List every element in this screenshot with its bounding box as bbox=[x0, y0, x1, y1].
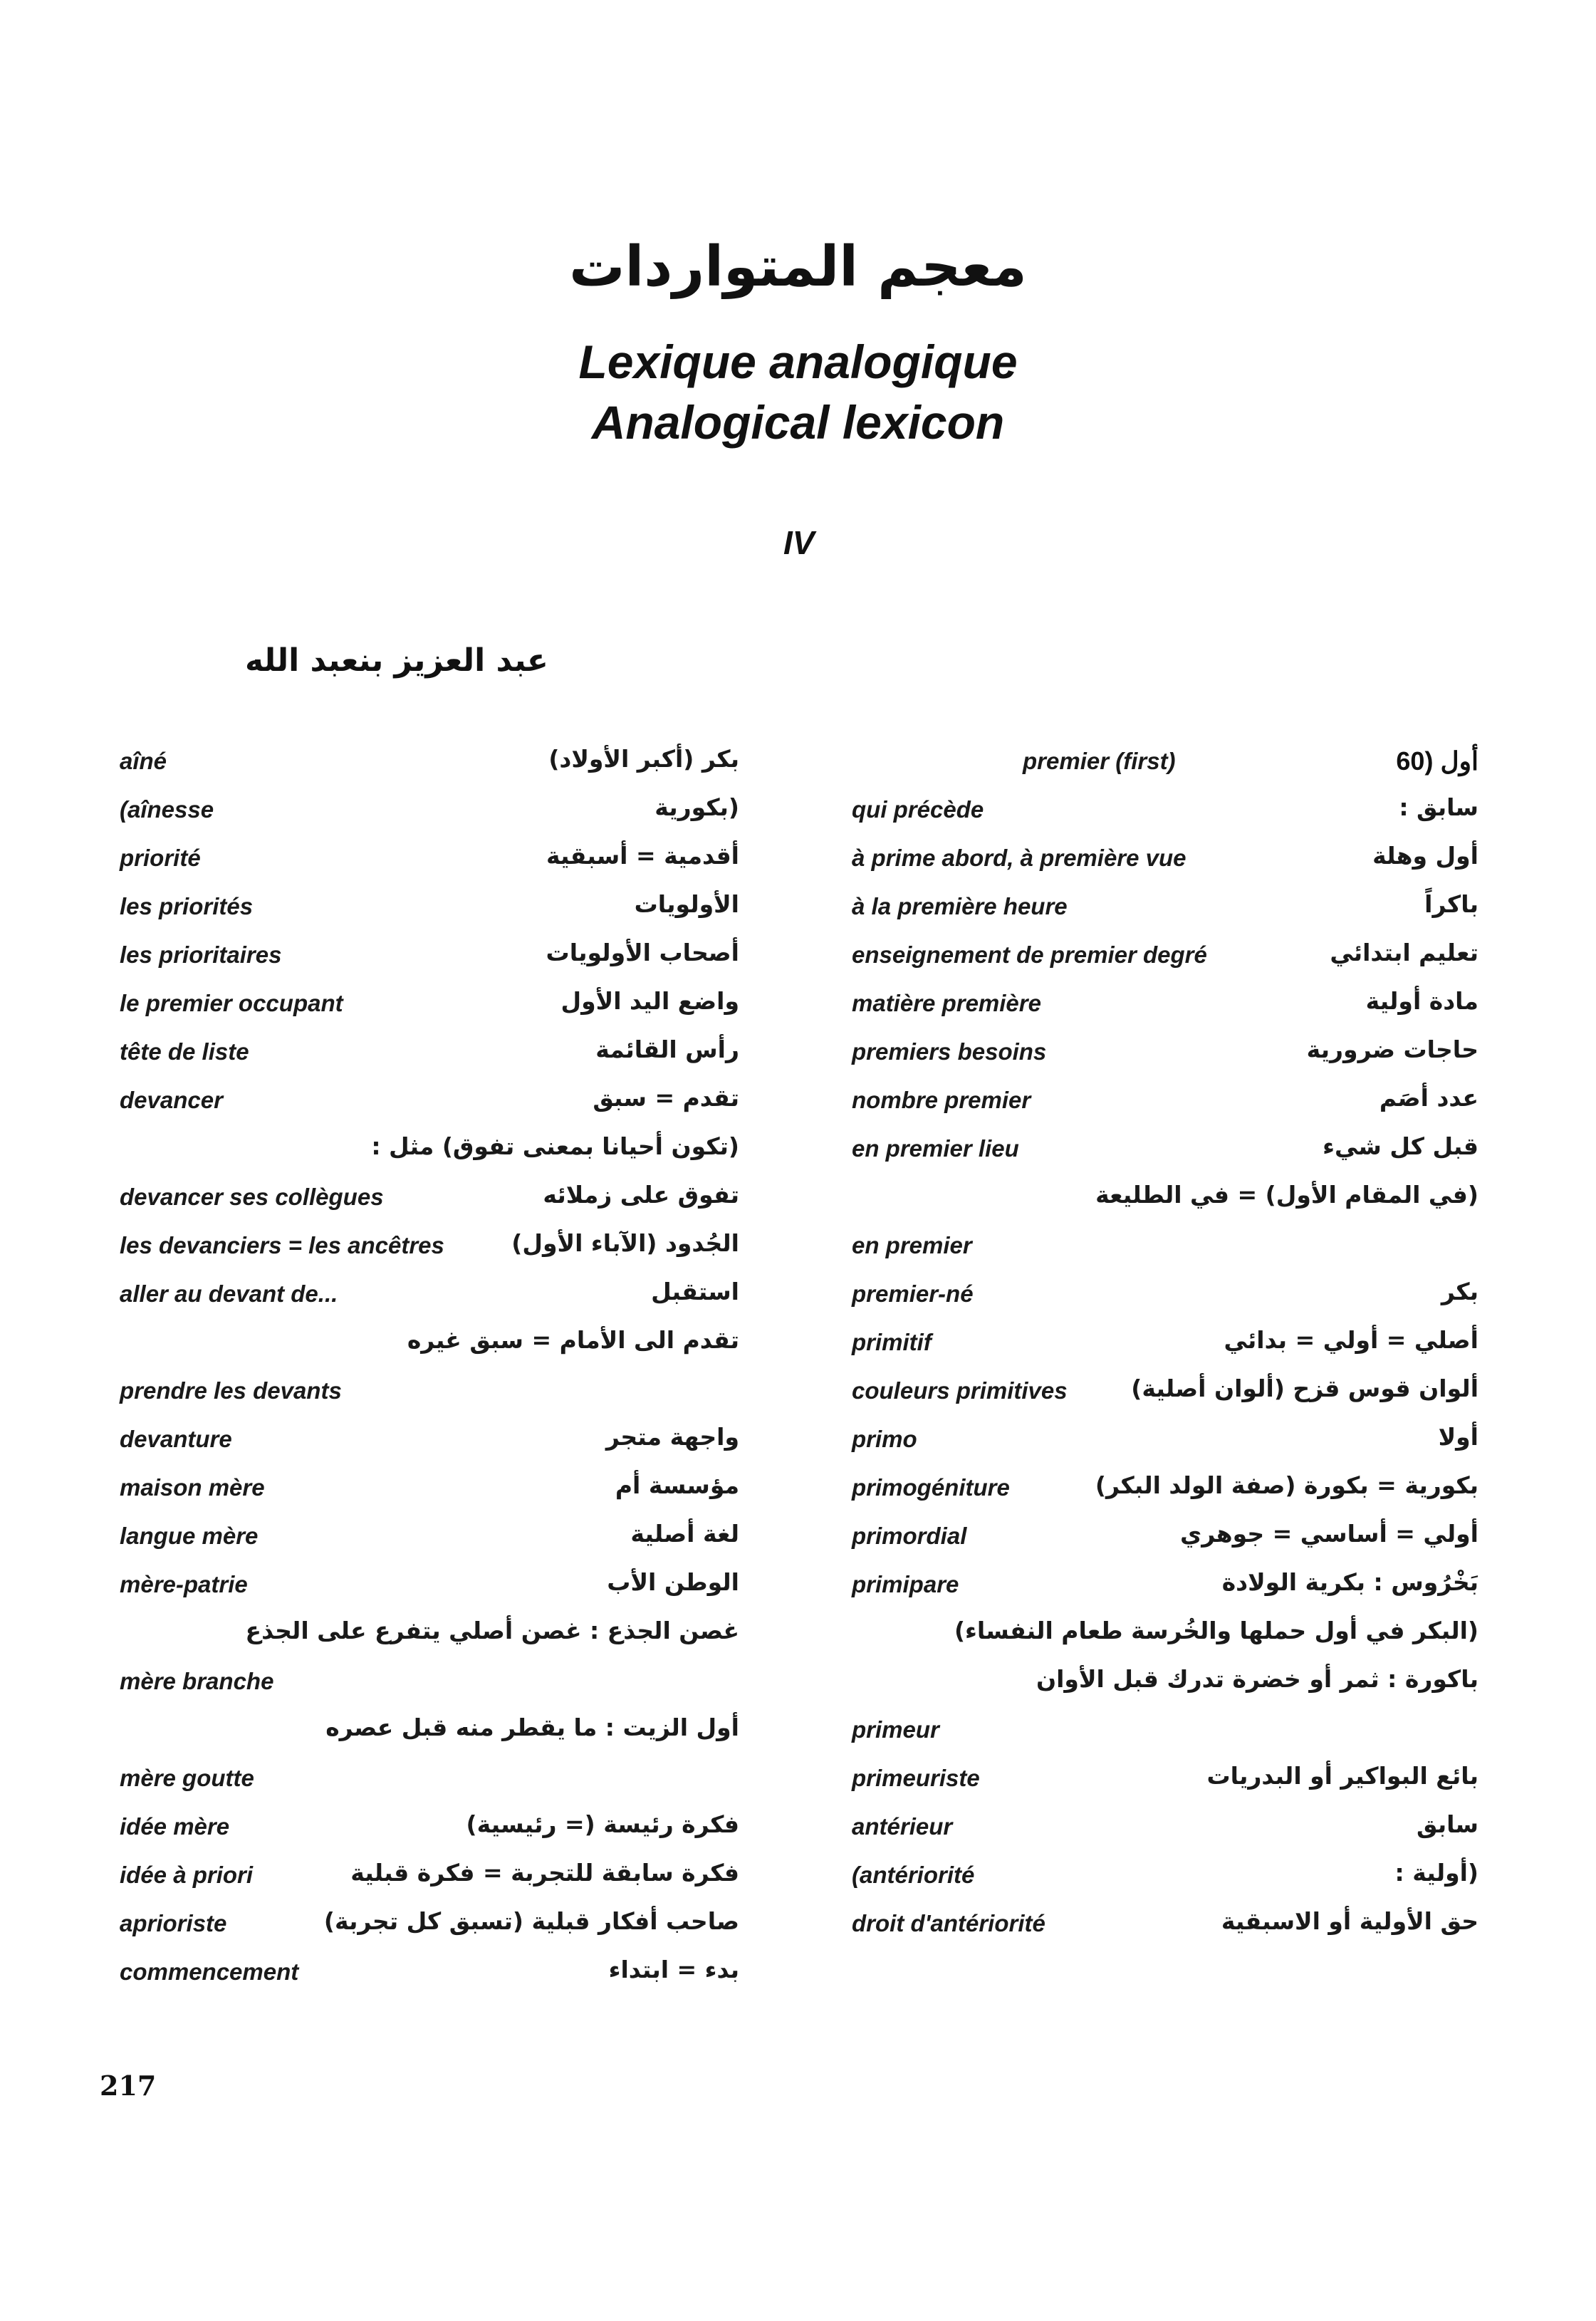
term-french: les priorités bbox=[120, 893, 254, 919]
list-item bbox=[120, 1419, 739, 1467]
term-french: (aînesse bbox=[120, 796, 214, 823]
list-item bbox=[852, 1128, 1478, 1177]
volume-number: IV bbox=[783, 524, 815, 561]
term-arabic: رأس القائمة bbox=[595, 1036, 739, 1063]
term-french: à prime abord, à première vue bbox=[852, 845, 1186, 871]
term-arabic: بكر bbox=[1441, 1278, 1478, 1305]
term-arabic: باكراً bbox=[1424, 890, 1478, 918]
list-item bbox=[120, 1855, 739, 1903]
list-item bbox=[120, 1709, 739, 1758]
list-item bbox=[120, 983, 739, 1031]
list-item bbox=[852, 1806, 1478, 1855]
term-french: (antériorité bbox=[852, 1862, 975, 1888]
list-item bbox=[852, 886, 1478, 934]
term-arabic: غصن الجذع : غصن أصلي يتفرع على الجذع bbox=[245, 1617, 739, 1644]
term-french: aprioriste bbox=[120, 1910, 227, 1936]
list-item bbox=[852, 1467, 1478, 1516]
list-item bbox=[852, 1516, 1478, 1564]
term-arabic: سابق bbox=[1417, 1810, 1478, 1838]
list-item bbox=[120, 1031, 739, 1080]
term-french: aller au devant de... bbox=[120, 1281, 338, 1307]
list-item bbox=[852, 1225, 1478, 1273]
list-item bbox=[852, 1370, 1478, 1419]
term-arabic: واجهة متجر bbox=[605, 1423, 739, 1451]
term-french: le premier occupant bbox=[120, 990, 343, 1016]
term-arabic: حاجات ضرورية bbox=[1306, 1036, 1478, 1063]
term-arabic: تقدم = سبق bbox=[593, 1084, 739, 1112]
list-item bbox=[120, 1273, 739, 1322]
list-item bbox=[120, 1951, 739, 2000]
term-french: idée mère bbox=[120, 1813, 230, 1840]
term-arabic: قبل كل شيء bbox=[1323, 1132, 1478, 1160]
list-item bbox=[120, 886, 739, 934]
list-item bbox=[852, 1661, 1478, 1709]
term-arabic: بدء = ابتداء bbox=[608, 1956, 739, 1983]
term-arabic: سابق : bbox=[1399, 793, 1478, 821]
list-item bbox=[852, 983, 1478, 1031]
term-french: primeur bbox=[852, 1716, 939, 1743]
list-item bbox=[120, 1661, 739, 1709]
list-item bbox=[120, 1516, 739, 1564]
term-arabic: واضع اليد الأول bbox=[560, 987, 739, 1015]
term-french: primordial bbox=[852, 1523, 967, 1549]
term-arabic: باكورة : ثمر أو خضرة تدرك قبل الأوان bbox=[1036, 1665, 1478, 1693]
entry-heading-arabic-word: أول bbox=[1440, 746, 1478, 776]
list-item bbox=[852, 1612, 1478, 1661]
list-item bbox=[852, 1564, 1478, 1612]
list-item bbox=[120, 934, 739, 983]
term-arabic: (تكون أحيانا بمعنى تفوق) مثل : bbox=[371, 1132, 739, 1160]
term-arabic: الوطن الأب bbox=[607, 1568, 739, 1596]
list-item bbox=[120, 838, 739, 886]
term-arabic: (في المقام الأول) = في الطليعة bbox=[1095, 1181, 1478, 1209]
page-title-french: Lexique analogique bbox=[578, 335, 1018, 388]
term-arabic: أولي = أساسي = جوهري bbox=[1180, 1520, 1478, 1548]
term-arabic: أقدمية = أسبقية bbox=[546, 842, 739, 870]
term-arabic: أول الزيت : ما يقطر منه قبل عصره bbox=[325, 1714, 739, 1741]
term-french: mère-patrie bbox=[120, 1571, 248, 1597]
list-item bbox=[120, 1128, 739, 1177]
term-arabic: بَخْرُوس : بكرية الولادة bbox=[1221, 1568, 1478, 1596]
term-french: commencement bbox=[120, 1958, 299, 1985]
term-arabic: الجُدود (الآباء الأول) bbox=[511, 1229, 739, 1257]
entry-heading bbox=[852, 741, 1478, 789]
list-item bbox=[120, 1322, 739, 1370]
term-french: idée à priori bbox=[120, 1862, 254, 1888]
term-arabic: بائع البواكير أو البدريات bbox=[1206, 1762, 1478, 1790]
list-item bbox=[852, 1322, 1478, 1370]
list-item bbox=[852, 1758, 1478, 1806]
list-item bbox=[120, 1467, 739, 1516]
term-french: les prioritaires bbox=[120, 942, 282, 968]
term-arabic: بكورية = بكورة (صفة الولد البكر) bbox=[1095, 1471, 1478, 1499]
term-arabic: مادة أولية bbox=[1365, 987, 1478, 1015]
term-arabic: أول وهلة bbox=[1372, 842, 1478, 870]
term-french: enseignement de premier degré bbox=[852, 942, 1207, 968]
term-french: les devanciers = les ancêtres bbox=[120, 1232, 444, 1258]
term-french: mère goutte bbox=[120, 1765, 254, 1791]
list-item bbox=[852, 1177, 1478, 1225]
list-item bbox=[120, 789, 739, 838]
term-french: droit d'antériorité bbox=[852, 1910, 1045, 1936]
list-item bbox=[852, 838, 1478, 886]
term-arabic: مؤسسة أم bbox=[615, 1471, 739, 1499]
term-arabic: بكر (أكبر الأولاد) bbox=[548, 745, 739, 773]
author-name: عبد العزيز بنعبد الله bbox=[244, 642, 548, 679]
term-arabic: (البكر في أول حملها والخُرسة طعام النفساء) bbox=[954, 1617, 1478, 1644]
entry-heading-arabic bbox=[1396, 746, 1478, 776]
term-french: tête de liste bbox=[120, 1038, 249, 1065]
term-arabic: الأولويات bbox=[634, 890, 739, 918]
term-french: aîné bbox=[120, 748, 167, 774]
term-french: devancer ses collègues bbox=[120, 1184, 384, 1210]
list-item bbox=[120, 1612, 739, 1661]
term-french: matière première bbox=[852, 990, 1041, 1016]
term-arabic: حق الأولية أو الاسبقية bbox=[1221, 1907, 1478, 1935]
list-item bbox=[120, 1177, 739, 1225]
list-item bbox=[852, 1709, 1478, 1758]
list-item bbox=[120, 1806, 739, 1855]
page-title-arabic: معجم المتواردات bbox=[569, 235, 1027, 299]
list-item bbox=[852, 1855, 1478, 1903]
right-column bbox=[852, 741, 1478, 1951]
left-column bbox=[120, 741, 739, 2000]
list-item bbox=[852, 1273, 1478, 1322]
term-french: primogéniture bbox=[852, 1474, 1010, 1501]
term-french: mère branche bbox=[120, 1668, 274, 1694]
term-arabic: لغة أصلية bbox=[630, 1520, 739, 1548]
list-item bbox=[120, 1225, 739, 1273]
term-arabic: أولا bbox=[1438, 1423, 1478, 1451]
term-arabic: ألوان قوس قزح (ألوان أصلية) bbox=[1131, 1375, 1478, 1402]
list-item bbox=[852, 934, 1478, 983]
term-french: prendre les devants bbox=[120, 1377, 342, 1404]
entry-heading-french: premier (first) bbox=[1023, 748, 1176, 774]
term-french: primitif bbox=[852, 1329, 932, 1355]
term-arabic: استقبل bbox=[651, 1278, 739, 1305]
term-french: primeuriste bbox=[852, 1765, 980, 1791]
entry-heading-number: (60 bbox=[1396, 746, 1434, 776]
term-arabic: فكرة رئيسة (= رئيسية) bbox=[466, 1810, 739, 1838]
term-french: premiers besoins bbox=[852, 1038, 1047, 1065]
term-arabic: أصحاب الأولويات bbox=[546, 939, 739, 966]
term-french: devancer bbox=[120, 1087, 223, 1113]
term-french: priorité bbox=[120, 845, 201, 871]
term-arabic: صاحب أفكار قبلية (تسبق كل تجربة) bbox=[323, 1907, 739, 1935]
term-french: premier-né bbox=[852, 1281, 974, 1307]
list-item bbox=[120, 1903, 739, 1951]
term-arabic: (أولية : bbox=[1394, 1859, 1478, 1887]
list-item bbox=[852, 789, 1478, 838]
term-french: en premier bbox=[852, 1232, 972, 1258]
list-item bbox=[120, 1758, 739, 1806]
list-item bbox=[120, 1080, 739, 1128]
term-arabic: فكرة سابقة للتجربة = فكرة قبلية bbox=[350, 1859, 739, 1887]
term-french: antérieur bbox=[852, 1813, 953, 1840]
list-item bbox=[120, 741, 739, 789]
term-french: couleurs primitives bbox=[852, 1377, 1068, 1404]
term-arabic: عدد أصَم bbox=[1379, 1084, 1478, 1112]
term-french: devanture bbox=[120, 1426, 232, 1452]
page-number: 217 bbox=[100, 2070, 157, 2102]
term-arabic: تعليم ابتدائي bbox=[1330, 939, 1478, 966]
term-french: nombre premier bbox=[852, 1087, 1031, 1113]
term-french: primipare bbox=[852, 1571, 959, 1597]
term-arabic: (بكورية bbox=[654, 793, 739, 821]
term-french: langue mère bbox=[120, 1523, 259, 1549]
term-arabic: أصلي = أولي = بدائي bbox=[1224, 1326, 1478, 1354]
term-french: primo bbox=[852, 1426, 917, 1452]
term-french: à la première heure bbox=[852, 893, 1068, 919]
list-item bbox=[852, 1031, 1478, 1080]
term-french: qui précède bbox=[852, 796, 984, 823]
list-item bbox=[852, 1419, 1478, 1467]
term-french: maison mère bbox=[120, 1474, 265, 1501]
term-arabic: تقدم الى الأمام = سبق غيره bbox=[407, 1326, 739, 1354]
term-french: en premier lieu bbox=[852, 1135, 1019, 1162]
list-item bbox=[852, 1080, 1478, 1128]
list-item bbox=[852, 1903, 1478, 1951]
page-title-english: Analogical lexicon bbox=[591, 396, 1005, 449]
list-item bbox=[120, 1564, 739, 1612]
list-item bbox=[120, 1370, 739, 1419]
term-arabic: تفوق على زملائه bbox=[543, 1181, 739, 1209]
